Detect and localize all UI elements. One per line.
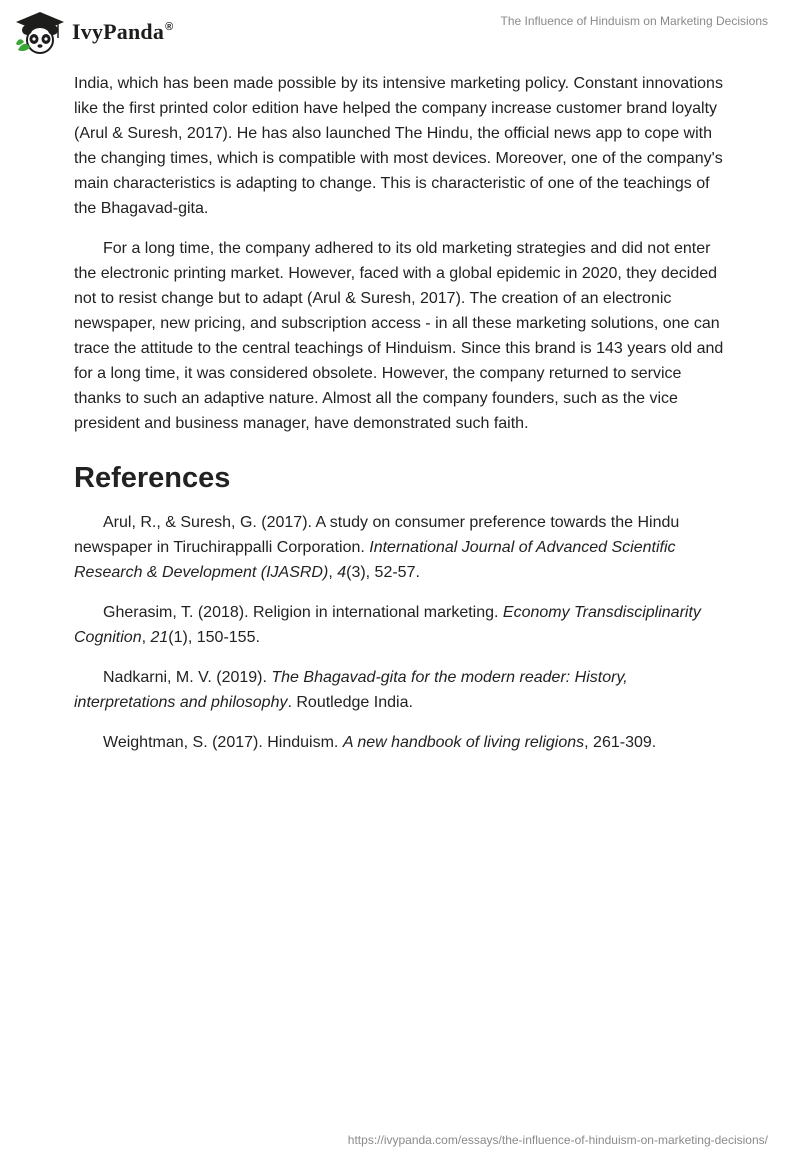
reference-text: , 261-309.: [584, 734, 657, 751]
reference-text: Gherasim, T. (2018). Religion in international marketing.: [103, 604, 503, 621]
references-list: [74, 510, 730, 755]
body-paragraph: India, which has been made possible by its intensive marketing policy. Constant innovations like the first printed color edition have helped the company increase customer brand loyalty (Arul & Suresh, 2017). He has also launched The Hindu, the official news app to cope with the changing times, which is compatible with most devices. Moreover, one of the company's main characteristics is adapting to change. This is characteristic of one of the teachings of the Bhagavad-gita.: [74, 75, 723, 217]
reference-entry: [74, 600, 730, 650]
reference-italic: International Journal of Advanced Scientific Research & Development (IJASRD): [74, 539, 676, 581]
reference-italic: 21: [150, 629, 169, 646]
reference-text: Weightman, S. (2017). Hinduism.: [103, 734, 343, 751]
reference-entry: [74, 665, 730, 715]
reference-text: ,: [141, 629, 151, 646]
essay-content: [74, 71, 730, 770]
body-paragraph: For a long time, the company adhered to its old marketing strategies and did not enter the electronic printing market. However, faced with a global epidemic in 2020, they decided not to resist change but to adapt (Arul & Suresh, 2017). The creation of an electronic newspaper, new pricing, and subscription access - in all these marketing solutions, one can trace the attitude to the central teachings of Hinduism. Since this brand is 143 years old and for a long time, it was considered obsolete. However, the company returned to service thanks to such an adaptive nature. Almost all the company founders, such as the vice president and business manager, have demonstrated such faith.: [74, 240, 724, 432]
registered-mark: ®: [165, 21, 174, 33]
reference-italic: 4: [337, 564, 347, 581]
reference-italic: A new handbook of living religions: [342, 734, 585, 751]
reference-text: (3), 52-57.: [346, 564, 420, 581]
ivypanda-logo[interactable]: [14, 10, 173, 54]
source-url[interactable]: https://ivypanda.com/essays/the-influence-of-hinduism-on-marketing-decisions/: [347, 1133, 768, 1147]
reference-italic: The Bhagavad-gita for the modern reader: History, interpretations and philosophy: [74, 669, 628, 711]
document-title: The Influence of Hinduism on Marketing Decisions: [500, 14, 768, 28]
reference-entry: [74, 510, 730, 585]
page-header: [0, 0, 800, 70]
reference-text: Nadkarni, M. V. (2019).: [103, 669, 272, 686]
reference-text: (1), 150-155.: [168, 629, 260, 646]
reference-text: Arul, R., & Suresh, G. (2017). A study on consumer preference towards the Hindu newspaper in Tiruchirappalli Corporation.: [74, 514, 680, 556]
brand-name: IvyPanda®: [72, 19, 174, 44]
reference-text: ,: [328, 564, 338, 581]
references-heading: References: [74, 462, 231, 494]
reference-entry: [74, 730, 730, 755]
panda-graduate-icon: [14, 10, 66, 54]
reference-text: . Routledge India.: [287, 694, 413, 711]
reference-italic: Economy Transdisciplinarity Cognition: [74, 604, 701, 646]
